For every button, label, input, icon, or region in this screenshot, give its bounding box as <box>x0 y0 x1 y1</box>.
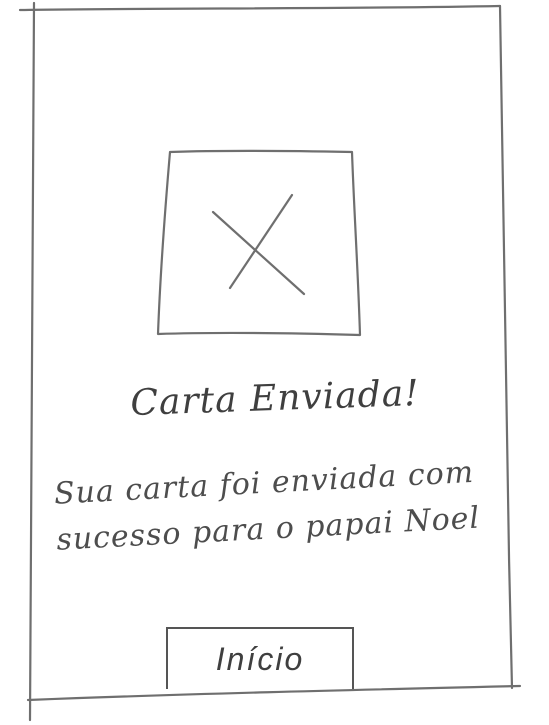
phone-outline-top <box>20 6 500 10</box>
home-button[interactable]: Início <box>166 627 354 689</box>
page-title: Carta Enviada! <box>129 372 421 425</box>
phone-outline-right <box>500 6 512 688</box>
x-placeholder-icon <box>213 212 304 294</box>
image-placeholder <box>158 151 360 335</box>
confirmation-message: Sua carta foi enviada com sucesso para o papai Noel <box>53 454 481 558</box>
phone-outline-left <box>30 3 34 720</box>
